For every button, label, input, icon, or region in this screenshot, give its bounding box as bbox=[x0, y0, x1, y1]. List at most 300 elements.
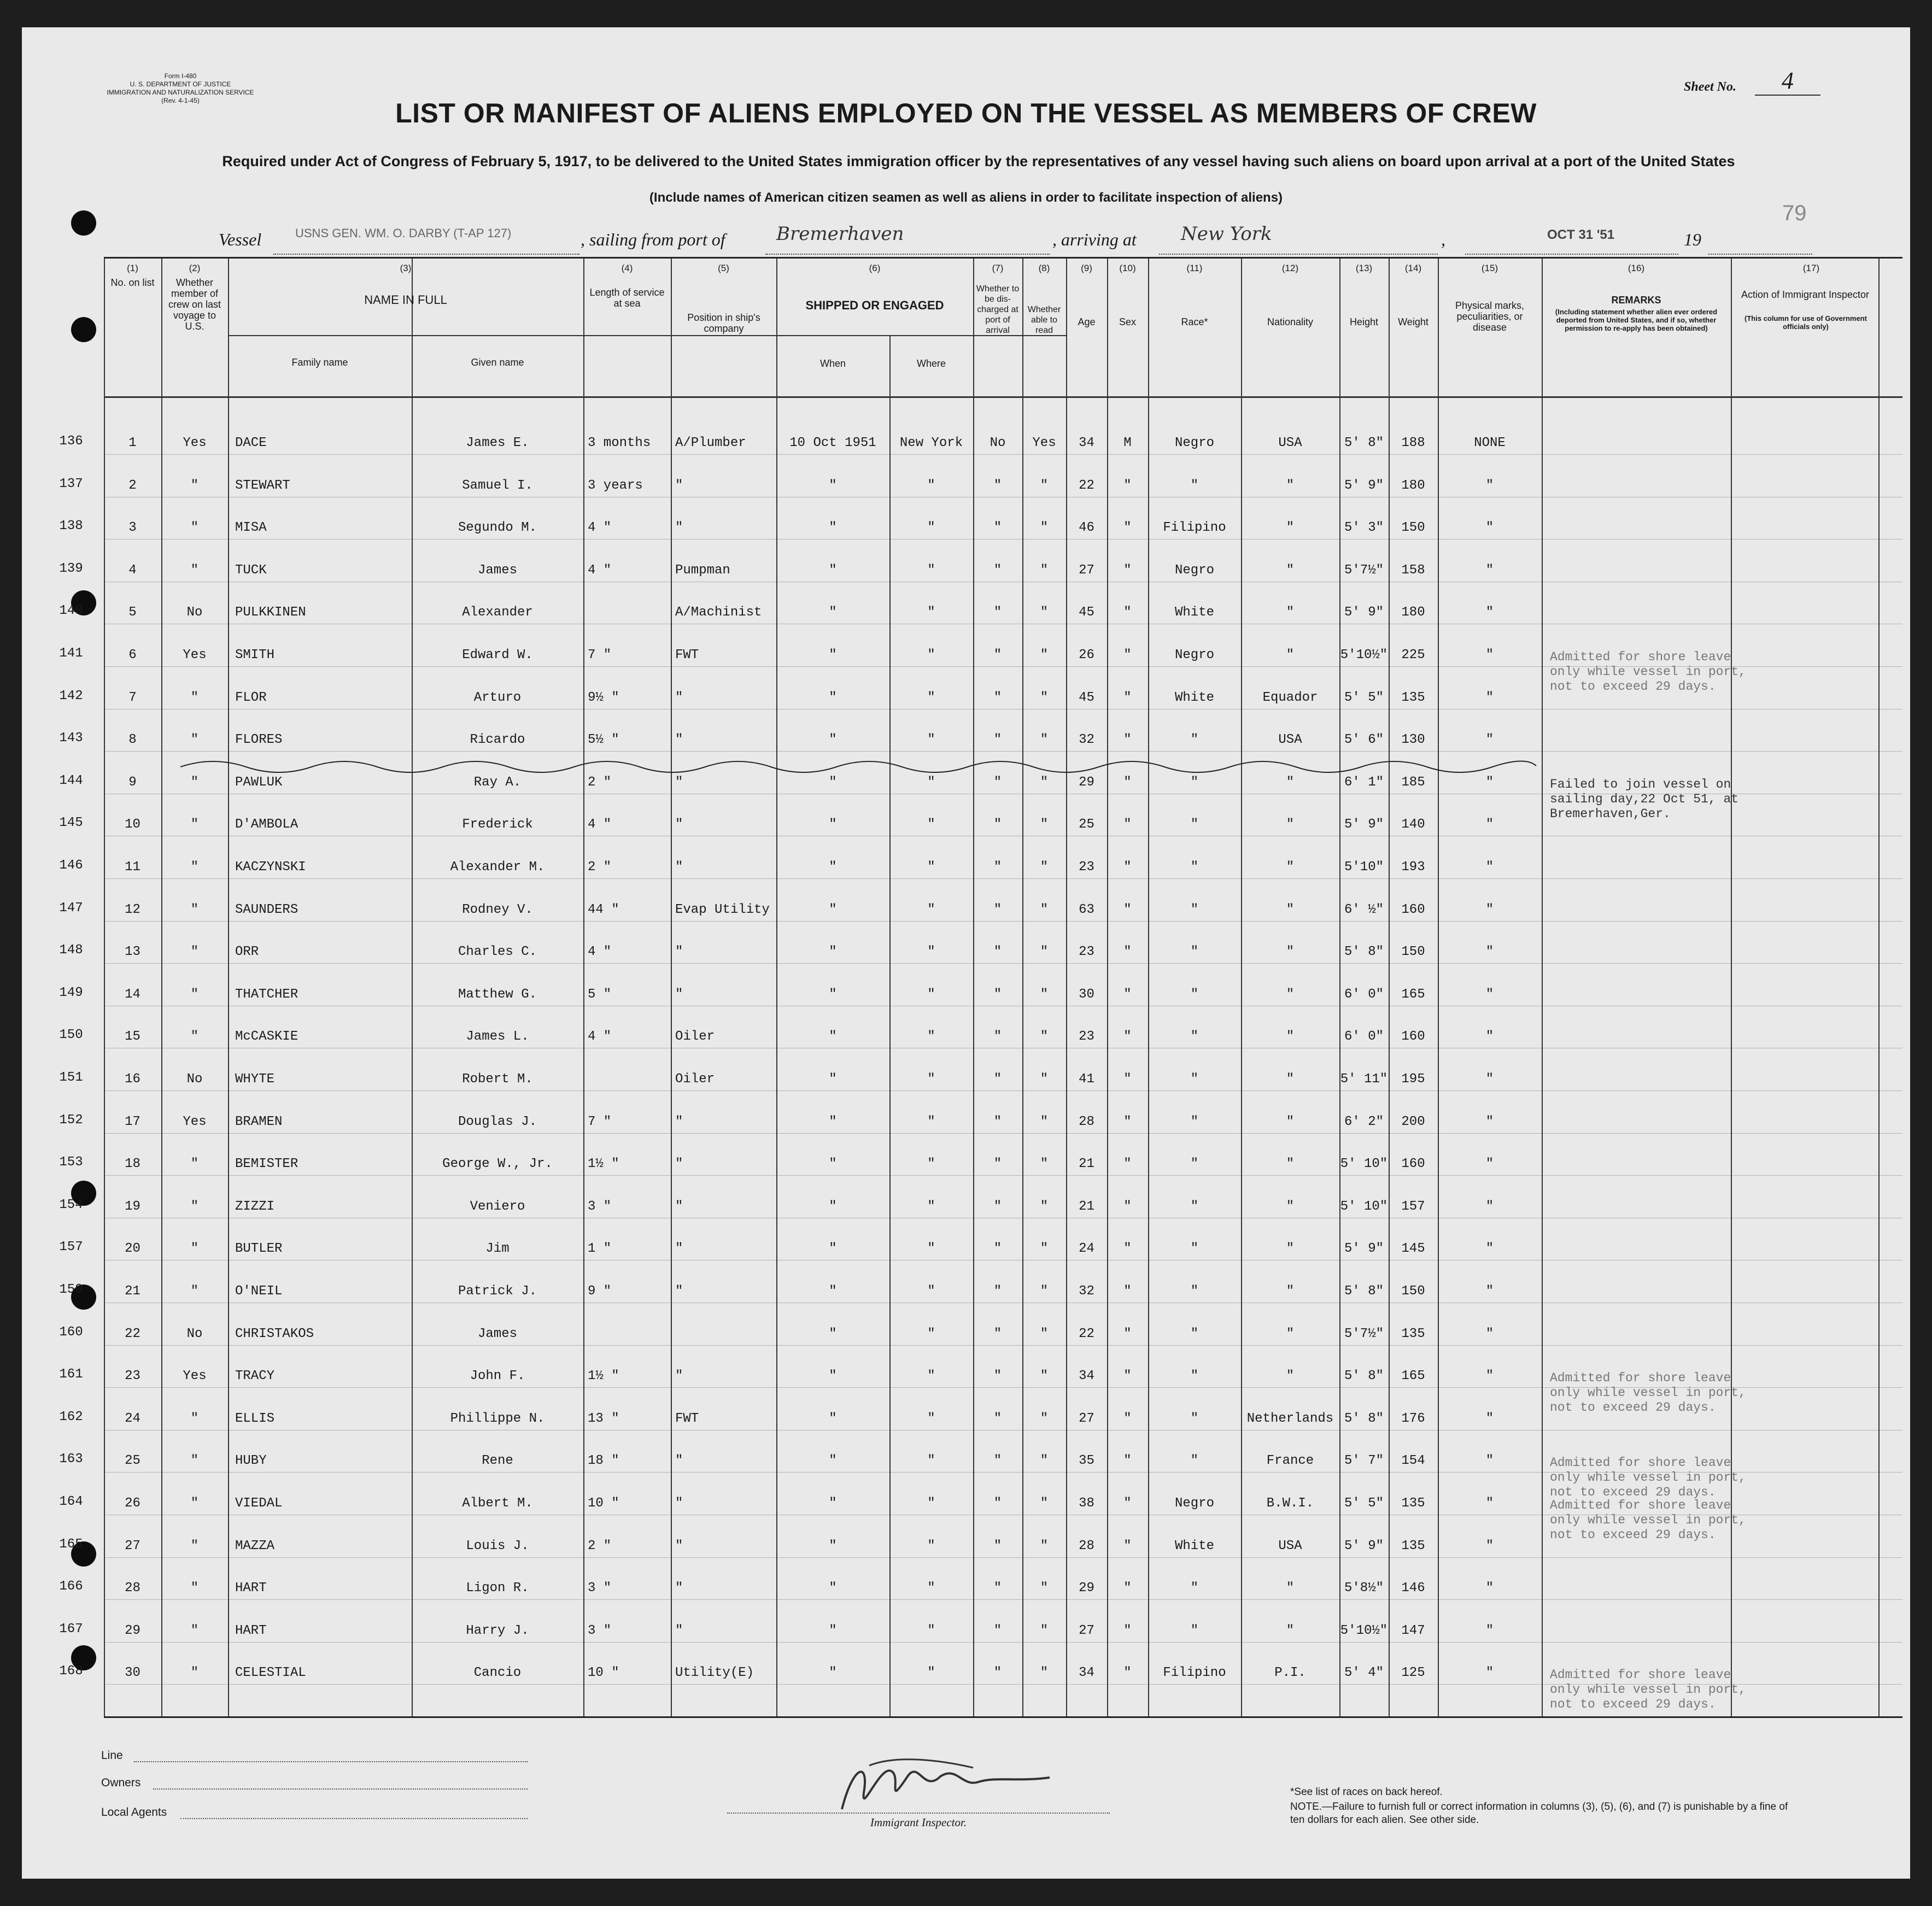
col-12-header: Nationality bbox=[1267, 316, 1314, 327]
cell-marks: " bbox=[1485, 1411, 1494, 1426]
cell-no: 25 bbox=[125, 1453, 140, 1469]
remark-text: Admitted for shore leave only while vessel in port, not to exceed 29 days. bbox=[1550, 1668, 1746, 1712]
cell-discharged: " bbox=[993, 1241, 1002, 1257]
cell-member: Yes bbox=[183, 1114, 207, 1129]
cell-read: " bbox=[1040, 1411, 1049, 1426]
cell-when: " bbox=[829, 520, 837, 536]
row-rule bbox=[104, 1599, 1902, 1600]
cell-when: " bbox=[829, 817, 837, 832]
cell-weight: 158 bbox=[1401, 562, 1425, 578]
cell-given: Rene bbox=[482, 1453, 513, 1469]
cell-nationality: " bbox=[1286, 1581, 1295, 1596]
cell-no: 30 bbox=[125, 1665, 140, 1681]
cell-position: " bbox=[675, 1199, 683, 1214]
col-13-header: Height bbox=[1349, 316, 1379, 327]
cell-height: 5' 5" bbox=[1344, 690, 1384, 705]
cell-weight: 147 bbox=[1401, 1623, 1425, 1638]
cell-sex: " bbox=[1123, 1157, 1132, 1172]
cell-when: " bbox=[829, 648, 837, 662]
cell-nationality: " bbox=[1286, 1029, 1295, 1045]
cell-discharged: " bbox=[993, 1411, 1002, 1426]
cell-member: " bbox=[190, 987, 199, 1002]
cell-when: " bbox=[829, 860, 837, 875]
cell-sex: " bbox=[1123, 1114, 1132, 1129]
cell-height: 5' 9" bbox=[1344, 605, 1384, 620]
cell-where: " bbox=[927, 1369, 935, 1384]
cell-discharged: " bbox=[993, 732, 1002, 748]
cell-marks: " bbox=[1485, 648, 1494, 662]
cell-race: " bbox=[1190, 1411, 1199, 1426]
cell-read: " bbox=[1040, 1538, 1049, 1553]
col-6-number: (6) bbox=[869, 263, 881, 273]
port-to-value: New York bbox=[1181, 223, 1272, 245]
family-name-header: Family name bbox=[291, 357, 348, 368]
cell-given: Albert M. bbox=[462, 1496, 533, 1511]
cell-given: Robert M. bbox=[462, 1072, 533, 1087]
cell-sex: " bbox=[1123, 1453, 1132, 1469]
cell-given: Louis J. bbox=[466, 1538, 529, 1553]
cell-read: " bbox=[1040, 605, 1049, 620]
cell-no: 1 bbox=[128, 436, 137, 450]
sheet-line-number: 142 bbox=[59, 688, 83, 703]
cell-where: " bbox=[927, 520, 935, 536]
page-stamp: 79 bbox=[1782, 201, 1807, 225]
cell-when: " bbox=[829, 1114, 837, 1129]
where-header: Where bbox=[916, 358, 946, 369]
cell-position: " bbox=[675, 1581, 683, 1596]
cell-when: " bbox=[829, 605, 837, 620]
cell-race: " bbox=[1190, 1029, 1199, 1045]
cell-member: " bbox=[190, 520, 199, 536]
cell-position: FWT bbox=[675, 648, 699, 662]
sheet-line-number: 161 bbox=[59, 1367, 83, 1382]
arriving-label: , arriving at bbox=[1052, 230, 1137, 249]
col-2-number: (2) bbox=[189, 263, 201, 273]
cell-height: 6' 2" bbox=[1344, 1114, 1384, 1129]
cell-height: 6' 0" bbox=[1344, 987, 1384, 1002]
cell-weight: 146 bbox=[1401, 1581, 1425, 1596]
cell-read: " bbox=[1040, 478, 1049, 493]
page-subtitle: Required under Act of Congress of February 5, 1917, to be delivered to the United States immigration officer by the representatives of any vessel having such aliens on board upon arrival at a port of the United States bbox=[222, 153, 1735, 169]
col-15-number: (15) bbox=[1481, 263, 1498, 273]
form-service: IMMIGRATION AND NATURALIZATION SERVICE bbox=[107, 89, 254, 96]
cell-where: " bbox=[927, 775, 935, 790]
row-rule bbox=[104, 1090, 1902, 1091]
cell-no: 5 bbox=[128, 605, 137, 620]
inspector-label: Immigrant Inspector. bbox=[870, 1816, 967, 1829]
cell-family: SMITH bbox=[235, 648, 275, 662]
cell-read: " bbox=[1040, 520, 1049, 536]
cell-marks: " bbox=[1485, 562, 1494, 578]
form-number: Form I-480 bbox=[164, 72, 197, 80]
col-line bbox=[583, 259, 584, 1716]
cell-service: 9½ " bbox=[588, 690, 619, 705]
cell-weight: 135 bbox=[1401, 690, 1425, 705]
cell-sex: " bbox=[1123, 987, 1132, 1002]
cell-marks: " bbox=[1485, 1199, 1494, 1214]
sheet-line-number: 168 bbox=[59, 1664, 83, 1679]
cell-given: Cancio bbox=[473, 1665, 522, 1681]
cell-when: " bbox=[829, 1029, 837, 1045]
cell-no: 27 bbox=[125, 1538, 140, 1553]
cell-height: 5' 9" bbox=[1344, 1241, 1384, 1257]
col-17-number: (17) bbox=[1802, 263, 1820, 273]
manifest-sheet bbox=[22, 27, 1910, 1879]
cell-read: " bbox=[1040, 1029, 1049, 1045]
cell-service: 1½ " bbox=[588, 1157, 619, 1172]
cell-given: Harry J. bbox=[466, 1623, 529, 1638]
cell-height: 5'7½" bbox=[1344, 562, 1384, 578]
cell-discharged: " bbox=[993, 1369, 1002, 1384]
cell-age: 32 bbox=[1079, 1284, 1094, 1299]
cell-family: ZIZZI bbox=[235, 1199, 275, 1214]
cell-service: 2 " bbox=[588, 775, 612, 790]
cell-sex: " bbox=[1123, 775, 1132, 790]
cell-service: 3 " bbox=[588, 1623, 612, 1638]
cell-nationality: " bbox=[1286, 478, 1295, 493]
cell-member: " bbox=[190, 1029, 199, 1045]
cell-member: " bbox=[190, 1496, 199, 1511]
cell-family: O'NEIL bbox=[235, 1284, 283, 1299]
col-5-header: Position in ship's company bbox=[687, 312, 760, 334]
cell-nationality: P.I. bbox=[1274, 1665, 1306, 1681]
cell-where: " bbox=[927, 1665, 935, 1681]
cell-where: " bbox=[927, 1114, 935, 1129]
cell-family: WHYTE bbox=[235, 1072, 275, 1087]
cell-member: " bbox=[190, 860, 199, 875]
cell-member: " bbox=[190, 1623, 199, 1638]
sheet-line-number: 167 bbox=[59, 1621, 83, 1637]
cell-marks: " bbox=[1485, 1326, 1494, 1341]
cell-sex: " bbox=[1123, 945, 1132, 960]
cell-no: 16 bbox=[125, 1072, 140, 1087]
sheet-line-number: 151 bbox=[59, 1070, 83, 1085]
cell-sex: " bbox=[1123, 562, 1132, 578]
cell-discharged: " bbox=[993, 1157, 1002, 1172]
cell-when: " bbox=[829, 1496, 837, 1511]
cell-discharged: " bbox=[993, 1453, 1002, 1469]
cell-race: " bbox=[1190, 902, 1199, 917]
cell-sex: " bbox=[1123, 1029, 1132, 1045]
cell-read: " bbox=[1040, 562, 1049, 578]
cell-family: STEWART bbox=[235, 478, 290, 493]
cell-when: " bbox=[829, 1326, 837, 1341]
cell-weight: 225 bbox=[1401, 648, 1425, 662]
penalty-note: NOTE.—Failure to furnish full or correct information in columns (3), (5), (6), and (7) is punishable by a fine of ten dollars for each alien. See other side. bbox=[1290, 1801, 1788, 1826]
cell-race: " bbox=[1190, 1453, 1199, 1469]
cell-weight: 160 bbox=[1401, 902, 1425, 917]
cell-where: " bbox=[927, 1326, 935, 1341]
cell-weight: 195 bbox=[1401, 1072, 1425, 1087]
cell-height: 5' 4" bbox=[1344, 1665, 1384, 1681]
cell-marks: " bbox=[1485, 1072, 1494, 1087]
cell-family: BEMISTER bbox=[235, 1157, 298, 1172]
cell-race: " bbox=[1190, 732, 1199, 748]
cell-member: Yes bbox=[183, 436, 207, 450]
cell-discharged: " bbox=[993, 520, 1002, 536]
cell-marks: " bbox=[1485, 1538, 1494, 1553]
sheet-line-number: 148 bbox=[59, 943, 83, 958]
cell-where: " bbox=[927, 1623, 935, 1638]
cell-member: " bbox=[190, 1157, 199, 1172]
col-8-number: (8) bbox=[1038, 263, 1050, 273]
cell-read: " bbox=[1040, 987, 1049, 1002]
cell-age: 34 bbox=[1079, 436, 1094, 450]
cell-family: McCASKIE bbox=[235, 1029, 298, 1045]
cell-where: " bbox=[927, 1496, 935, 1511]
cell-family: ORR bbox=[235, 945, 259, 960]
cell-where: " bbox=[927, 605, 935, 620]
cell-given: Charles C. bbox=[458, 945, 537, 960]
cell-family: D'AMBOLA bbox=[235, 817, 298, 832]
date-line bbox=[1465, 227, 1678, 255]
cell-when: " bbox=[829, 1241, 837, 1257]
cell-read: " bbox=[1040, 1284, 1049, 1299]
cell-position: Utility(E) bbox=[675, 1665, 754, 1681]
cell-when: " bbox=[829, 1453, 837, 1469]
cell-discharged: " bbox=[993, 1538, 1002, 1553]
cell-sex: " bbox=[1123, 690, 1132, 705]
sheet-line-number: 162 bbox=[59, 1409, 83, 1424]
cell-read: " bbox=[1040, 1665, 1049, 1681]
port-from-value: Bremerhaven bbox=[776, 223, 904, 245]
cell-member: " bbox=[190, 1665, 199, 1681]
cell-marks: " bbox=[1485, 1453, 1494, 1469]
cell-discharged: " bbox=[993, 1029, 1002, 1045]
sheet-number-value: 4 bbox=[1755, 67, 1820, 96]
cell-age: 27 bbox=[1079, 1411, 1094, 1426]
cell-position: Oiler bbox=[675, 1029, 715, 1045]
cell-race: White bbox=[1174, 690, 1214, 705]
cell-service: 4 " bbox=[588, 817, 612, 832]
sheet-line-number: 141 bbox=[59, 646, 83, 661]
remark-text: Admitted for shore leave only while vessel in port, not to exceed 29 days. bbox=[1550, 1456, 1746, 1500]
cell-marks: " bbox=[1485, 1623, 1494, 1638]
cell-read: " bbox=[1040, 775, 1049, 790]
cell-race: Negro bbox=[1174, 436, 1214, 450]
cell-weight: 165 bbox=[1401, 1369, 1425, 1384]
cell-family: MISA bbox=[235, 520, 267, 536]
cell-weight: 130 bbox=[1401, 732, 1425, 748]
cell-discharged: " bbox=[993, 1581, 1002, 1596]
cell-read: Yes bbox=[1032, 436, 1056, 450]
cell-marks: " bbox=[1485, 1581, 1494, 1596]
col-3-number: (3) bbox=[400, 263, 412, 273]
cell-read: " bbox=[1040, 1241, 1049, 1257]
cell-race: " bbox=[1190, 1241, 1199, 1257]
cell-when: " bbox=[829, 945, 837, 960]
row-rule bbox=[104, 454, 1902, 455]
cell-service: 4 " bbox=[588, 520, 612, 536]
cell-member: Yes bbox=[183, 1369, 207, 1384]
cell-position: " bbox=[675, 520, 683, 536]
col-16-number: (16) bbox=[1627, 263, 1645, 273]
col-line bbox=[228, 259, 229, 1716]
cell-given: Matthew G. bbox=[458, 987, 537, 1002]
cell-weight: 165 bbox=[1401, 987, 1425, 1002]
col-16-subheader: (Including statement whether alien ever ordered deported from United States, and if so, whether permission to re-apply has been obtained) bbox=[1555, 308, 1718, 332]
row-rule bbox=[104, 1345, 1902, 1346]
cell-discharged: " bbox=[993, 987, 1002, 1002]
when-header: When bbox=[819, 358, 846, 369]
cell-sex: " bbox=[1123, 1199, 1132, 1214]
col-line bbox=[671, 259, 672, 1716]
cell-nationality: " bbox=[1286, 1326, 1295, 1341]
cell-height: 5' 9" bbox=[1344, 817, 1384, 832]
cell-family: PULKKINEN bbox=[235, 605, 306, 620]
cell-read: " bbox=[1040, 690, 1049, 705]
col-14-number: (14) bbox=[1404, 263, 1422, 273]
cell-nationality: " bbox=[1286, 945, 1295, 960]
cell-nationality: Equador bbox=[1262, 690, 1318, 705]
cell-weight: 200 bbox=[1401, 1114, 1425, 1129]
cell-sex: " bbox=[1123, 1623, 1132, 1638]
cell-member: No bbox=[186, 1326, 203, 1341]
vessel-label: Vessel bbox=[219, 230, 262, 249]
cell-discharged: " bbox=[993, 1284, 1002, 1299]
cell-age: 27 bbox=[1079, 562, 1094, 578]
row-rule bbox=[104, 1175, 1902, 1176]
cell-marks: " bbox=[1485, 1157, 1494, 1172]
cell-member: Yes bbox=[183, 648, 207, 662]
cell-read: " bbox=[1040, 817, 1049, 832]
cell-discharged: " bbox=[993, 1326, 1002, 1341]
cell-service: 9 " bbox=[588, 1284, 612, 1299]
port-from-line bbox=[765, 223, 1050, 255]
cell-member: " bbox=[190, 775, 199, 790]
cell-service: 10 " bbox=[588, 1496, 619, 1511]
cell-given: Jim bbox=[485, 1241, 510, 1257]
cell-given: Edward W. bbox=[462, 648, 533, 662]
cell-weight: 135 bbox=[1401, 1538, 1425, 1553]
cell-sex: " bbox=[1123, 648, 1132, 662]
cell-given: Ray A. bbox=[473, 775, 522, 790]
cell-member: " bbox=[190, 1199, 199, 1214]
cell-no: 17 bbox=[125, 1114, 140, 1129]
crew-manifest-table bbox=[104, 257, 1902, 1718]
cell-member: No bbox=[186, 605, 203, 620]
cell-race: Filipino bbox=[1163, 1665, 1226, 1681]
cell-read: " bbox=[1040, 1157, 1049, 1172]
cell-given: Arturo bbox=[473, 690, 522, 705]
cell-no: 11 bbox=[125, 860, 140, 875]
vessel-name: USNS GEN. WM. O. DARBY (T-AP 127) bbox=[295, 226, 512, 240]
cell-nationality: " bbox=[1286, 1157, 1295, 1172]
cell-given: Veniero bbox=[470, 1199, 525, 1214]
cell-sex: " bbox=[1123, 1284, 1132, 1299]
cell-no: 29 bbox=[125, 1623, 140, 1638]
row-rule bbox=[104, 878, 1902, 879]
cell-position: Oiler bbox=[675, 1072, 715, 1087]
col-16-header: REMARKS bbox=[1611, 295, 1661, 306]
cell-discharged: No bbox=[990, 436, 1006, 450]
cell-family: KACZYNSKI bbox=[235, 860, 306, 875]
cell-nationality: " bbox=[1286, 1369, 1295, 1384]
cell-height: 5' 8" bbox=[1344, 945, 1384, 960]
cell-height: 5' 11" bbox=[1340, 1072, 1388, 1087]
cell-marks: " bbox=[1485, 775, 1494, 790]
page-subnote: (Include names of American citizen seamen as well as aliens in order to facilitate inspection of aliens) bbox=[649, 190, 1283, 205]
cell-sex: " bbox=[1123, 732, 1132, 748]
cell-marks: " bbox=[1485, 1241, 1494, 1257]
cell-given: Ligon R. bbox=[466, 1581, 529, 1596]
sheet-line-number: 153 bbox=[59, 1155, 83, 1170]
sheet-line-number: 152 bbox=[59, 1112, 83, 1128]
sheet-line-number: 140 bbox=[59, 603, 83, 619]
cell-height: 5' 10" bbox=[1340, 1157, 1388, 1172]
cell-race: White bbox=[1174, 1538, 1214, 1553]
cell-discharged: " bbox=[993, 478, 1002, 493]
cell-age: 32 bbox=[1079, 732, 1094, 748]
cell-nationality: Netherlands bbox=[1246, 1411, 1334, 1426]
col-10-header: Sex bbox=[1119, 316, 1137, 327]
cell-no: 22 bbox=[125, 1326, 140, 1341]
row-rule bbox=[104, 1133, 1902, 1134]
cell-discharged: " bbox=[993, 1496, 1002, 1511]
cell-nationality: " bbox=[1286, 1284, 1295, 1299]
cell-when: " bbox=[829, 775, 837, 790]
cell-age: 29 bbox=[1079, 775, 1094, 790]
cell-given: Patrick J. bbox=[458, 1284, 537, 1299]
cell-position: FWT bbox=[675, 1411, 699, 1426]
cell-given: James bbox=[477, 562, 517, 578]
cell-marks: NONE bbox=[1474, 436, 1506, 450]
cell-family: HUBY bbox=[235, 1453, 267, 1469]
cell-discharged: " bbox=[993, 945, 1002, 960]
col-3-header: NAME IN FULL bbox=[364, 293, 447, 307]
cell-age: 30 bbox=[1079, 987, 1094, 1002]
cell-age: 24 bbox=[1079, 1241, 1094, 1257]
cell-age: 27 bbox=[1079, 1623, 1094, 1638]
cell-when: " bbox=[829, 690, 837, 705]
cell-weight: 160 bbox=[1401, 1029, 1425, 1045]
cell-when: " bbox=[829, 1581, 837, 1596]
cell-nationality: " bbox=[1286, 987, 1295, 1002]
cell-height: 5'7½" bbox=[1344, 1326, 1384, 1341]
cell-given: Segundo M. bbox=[458, 520, 537, 536]
cell-marks: " bbox=[1485, 902, 1494, 917]
cell-read: " bbox=[1040, 1581, 1049, 1596]
cell-family: HART bbox=[235, 1581, 267, 1596]
cell-height: 6' 1" bbox=[1344, 775, 1384, 790]
cell-service: 3 " bbox=[588, 1199, 612, 1214]
cell-position: " bbox=[675, 690, 683, 705]
footer-line-label: Line bbox=[101, 1749, 123, 1762]
cell-discharged: " bbox=[993, 648, 1002, 662]
cell-position: " bbox=[675, 1538, 683, 1553]
cell-family: VIEDAL bbox=[235, 1496, 283, 1511]
cell-height: 5' 6" bbox=[1344, 732, 1384, 748]
cell-no: 6 bbox=[128, 648, 137, 662]
cell-family: HART bbox=[235, 1623, 267, 1638]
cell-discharged: " bbox=[993, 817, 1002, 832]
cell-no: 2 bbox=[128, 478, 137, 493]
cell-when: " bbox=[829, 1623, 837, 1638]
cell-family: CELESTIAL bbox=[235, 1665, 306, 1681]
cell-where: " bbox=[927, 860, 935, 875]
cell-given: James L. bbox=[466, 1029, 529, 1045]
cell-position: " bbox=[675, 1369, 683, 1384]
cell-where: New York bbox=[899, 436, 963, 450]
cell-sex: " bbox=[1123, 1411, 1132, 1426]
cell-service: 4 " bbox=[588, 1029, 612, 1045]
cell-position: " bbox=[675, 945, 683, 960]
sheet-line-number: 146 bbox=[59, 858, 83, 873]
col-12-number: (12) bbox=[1281, 263, 1299, 273]
cell-family: TRACY bbox=[235, 1369, 275, 1384]
cell-age: 34 bbox=[1079, 1665, 1094, 1681]
cell-no: 23 bbox=[125, 1369, 140, 1384]
